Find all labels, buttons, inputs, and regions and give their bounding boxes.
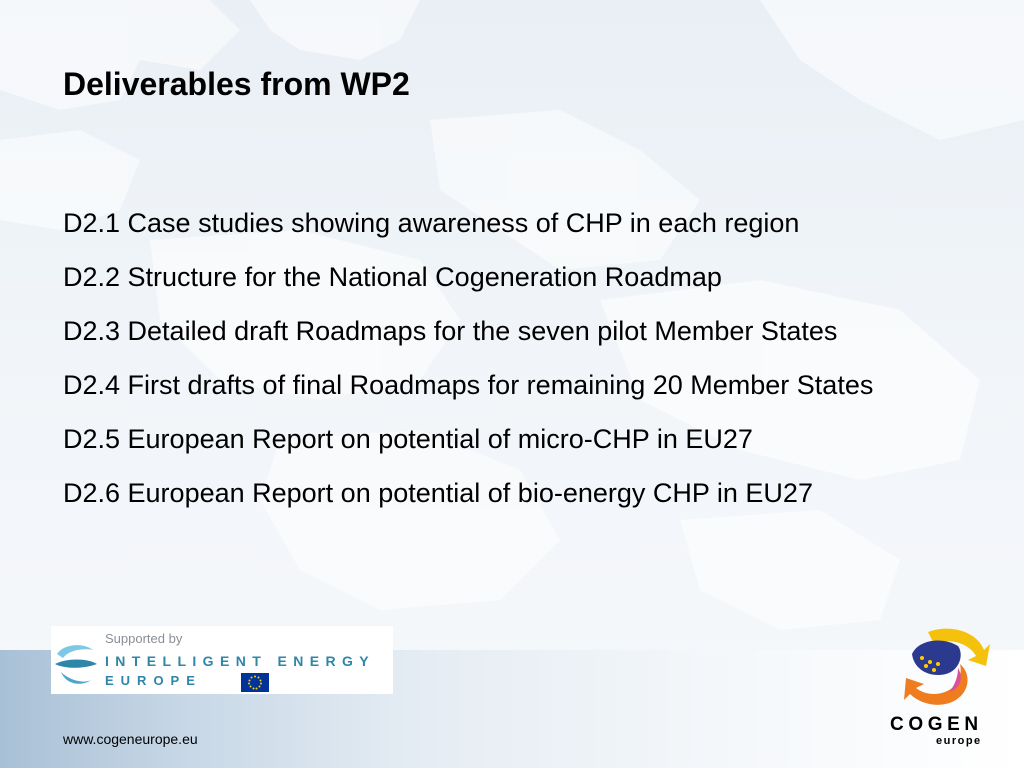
cogen-swirl-icon bbox=[898, 624, 990, 714]
cogen-europe-label: europe bbox=[936, 735, 982, 747]
supported-by-label: Supported by bbox=[105, 631, 183, 646]
eu-flag-icon bbox=[241, 673, 269, 692]
deliverable-item-d2-5: D2.5 European Report on potential of micro-CHP in EU27 bbox=[63, 424, 753, 454]
iee-swirl-icon bbox=[53, 640, 99, 688]
europe-label: EUROPE bbox=[105, 673, 202, 688]
intelligent-energy-label: INTELLIGENT ENERGY bbox=[105, 653, 375, 669]
deliverable-item-d2-1: D2.1 Case studies showing awareness of CHP in each region bbox=[63, 208, 800, 238]
deliverable-item-d2-3: D2.3 Detailed draft Roadmaps for the seven pilot Member States bbox=[63, 316, 838, 346]
deliverable-item-d2-4: D2.4 First drafts of final Roadmaps for remaining 20 Member States bbox=[63, 370, 874, 400]
cogen-europe-logo bbox=[888, 624, 996, 748]
intelligent-energy-europe-logo bbox=[51, 626, 393, 694]
cogen-name-label: COGEN bbox=[890, 714, 983, 735]
website-url[interactable]: www.cogeneurope.eu bbox=[63, 731, 198, 747]
deliverable-item-d2-2: D2.2 Structure for the National Cogeneration Roadmap bbox=[63, 262, 722, 292]
deliverables-list bbox=[63, 205, 983, 529]
slide-title: Deliverables from WP2 bbox=[63, 66, 410, 102]
deliverable-item-d2-6: D2.6 European Report on potential of bio-energy CHP in EU27 bbox=[63, 478, 813, 508]
